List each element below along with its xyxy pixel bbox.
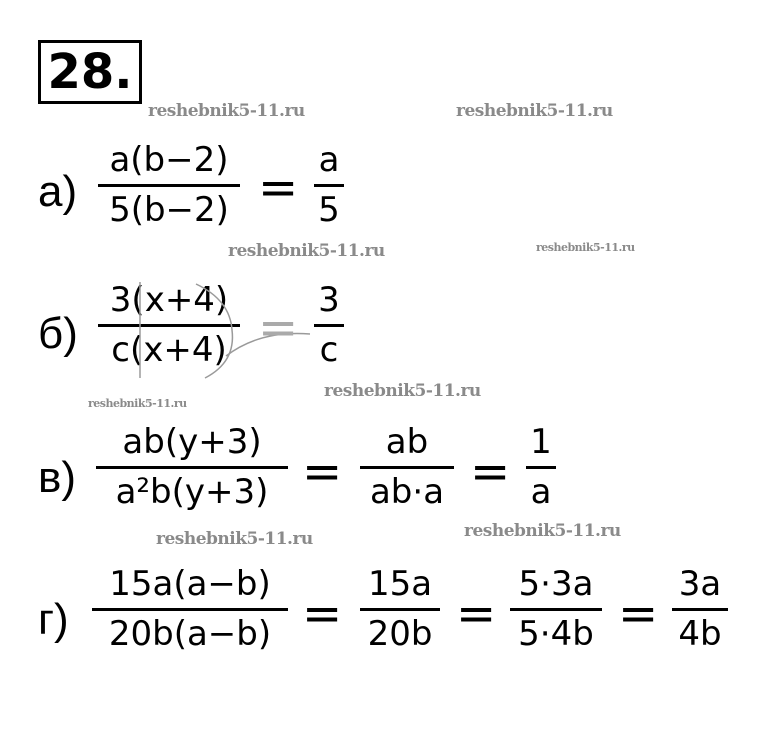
denominator: a²b(y+3) <box>115 472 269 512</box>
denominator: 4b <box>678 614 722 654</box>
equals-sign: = <box>456 586 497 642</box>
problem-number-box <box>38 40 142 104</box>
denominator: c(x+4) <box>111 330 227 370</box>
watermark: reshebnik5-11.ru <box>228 241 385 261</box>
part-g-fraction-2 <box>360 566 440 652</box>
part-v-fraction-2 <box>360 424 454 510</box>
denominator: 20b <box>367 614 433 654</box>
denominator: 5(b−2) <box>109 190 229 230</box>
part-a-label: а) <box>38 167 78 216</box>
part-b-result <box>314 282 344 368</box>
watermark: reshebnik5-11.ru <box>324 381 481 401</box>
watermark: reshebnik5-11.ru <box>536 241 635 254</box>
part-g-label: г) <box>38 595 69 644</box>
part-b-fraction <box>98 282 240 368</box>
denominator: a <box>530 472 552 512</box>
watermark: reshebnik5-11.ru <box>156 529 313 549</box>
fraction-bar <box>360 608 440 611</box>
equals-sign: = <box>302 444 343 500</box>
part-v-fraction-3 <box>526 424 556 510</box>
part-v-label: в) <box>38 453 77 502</box>
numerator: ab(y+3) <box>122 422 262 462</box>
numerator: 3(x+4) <box>109 280 229 320</box>
numerator: a <box>318 140 340 180</box>
fraction-bar <box>314 184 344 187</box>
part-g-fraction-4 <box>672 566 728 652</box>
equals-sign: = <box>258 160 299 216</box>
denominator: 20b(a−b) <box>108 614 272 654</box>
fraction-bar <box>672 608 728 611</box>
fraction-bar <box>526 466 556 469</box>
part-b-label: б) <box>38 309 78 358</box>
numerator: 5·3a <box>518 564 594 604</box>
numerator: 15a(a−b) <box>109 564 271 604</box>
numerator: 3 <box>318 280 340 320</box>
numerator: ab <box>385 422 429 462</box>
fraction-bar <box>98 324 240 327</box>
part-v-fraction-1 <box>96 424 288 510</box>
equals-sign: = <box>618 586 659 642</box>
part-a-fraction <box>98 142 240 228</box>
fraction-bar <box>96 466 288 469</box>
equals-sign: = <box>470 444 511 500</box>
part-g-fraction-1 <box>92 566 288 652</box>
part-a-result <box>314 142 344 228</box>
denominator: 5·4b <box>518 614 594 654</box>
fraction-bar <box>360 466 454 469</box>
watermark: reshebnik5-11.ru <box>456 101 613 121</box>
numerator: 15a <box>367 564 433 604</box>
denominator: ab·a <box>369 472 445 512</box>
denominator: 5 <box>318 190 340 230</box>
denominator: c <box>319 330 339 370</box>
watermark: reshebnik5-11.ru <box>88 397 187 410</box>
fraction-bar <box>510 608 602 611</box>
numerator: 3a <box>678 564 722 604</box>
numerator: 1 <box>530 422 552 462</box>
problem-number: 28. <box>47 44 133 100</box>
fraction-bar <box>92 608 288 611</box>
fraction-bar <box>314 324 344 327</box>
watermark: reshebnik5-11.ru <box>464 521 621 541</box>
part-g-fraction-3 <box>510 566 602 652</box>
equals-sign: = <box>302 586 343 642</box>
watermark: reshebnik5-11.ru <box>148 101 305 121</box>
fraction-bar <box>98 184 240 187</box>
numerator: a(b−2) <box>109 140 229 180</box>
equals-sign: = <box>258 300 299 356</box>
